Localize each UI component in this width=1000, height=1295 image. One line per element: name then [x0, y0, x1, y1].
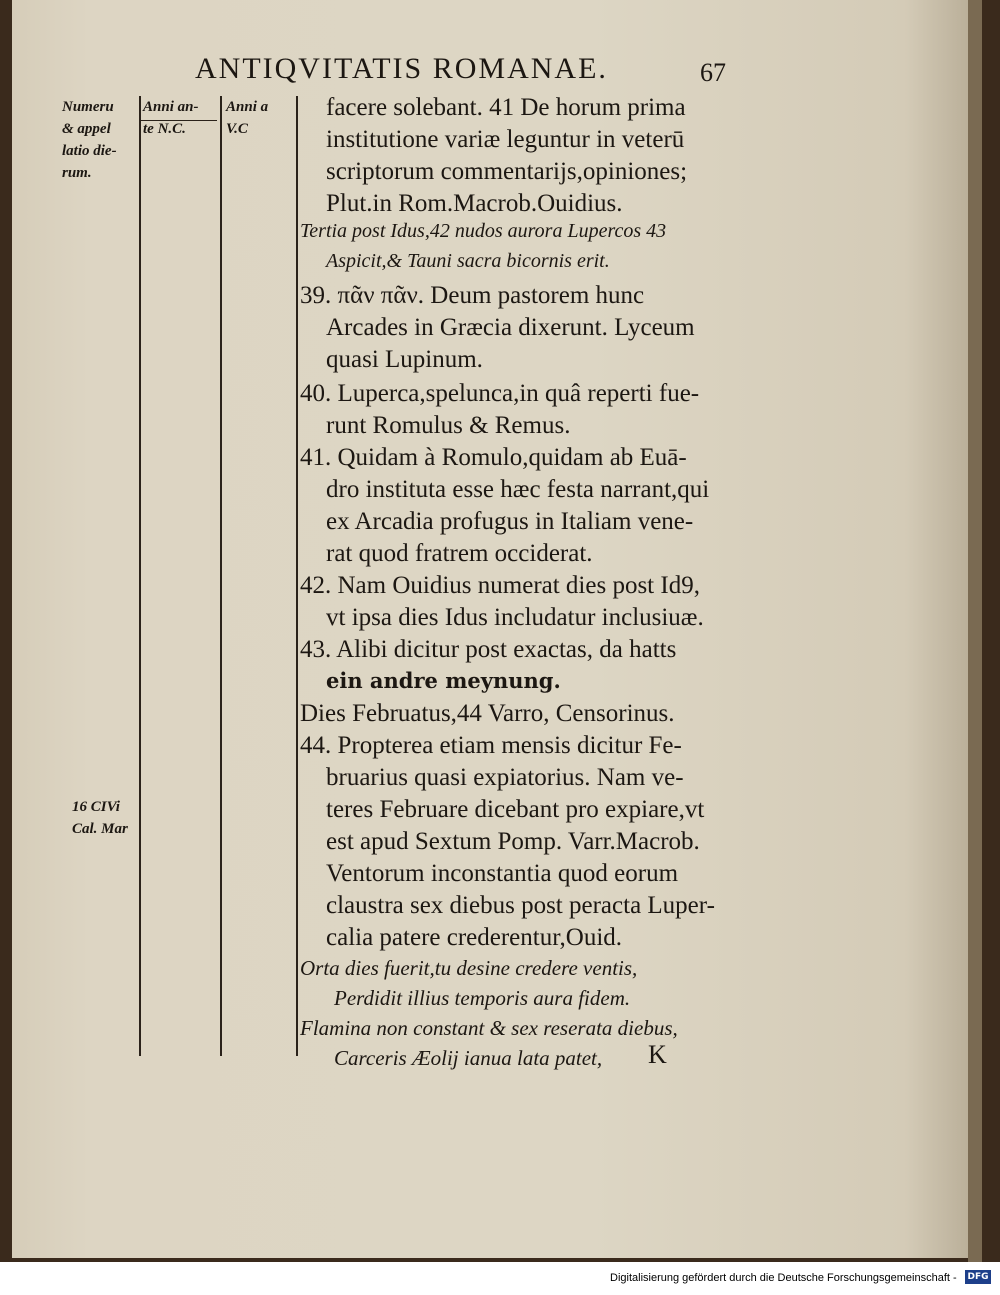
- dfg-logo-icon[interactable]: DFG: [965, 1270, 991, 1284]
- verse-line: Aspicit,& Tauni sacra bicornis erit.: [326, 250, 610, 272]
- text-line: Dies Februatus,44 Varro, Censorinus.: [300, 700, 675, 727]
- margin-text: V.C: [226, 121, 248, 137]
- text-line: claustra sex diebus post peracta Luper-: [326, 892, 715, 919]
- verse-line: Orta dies fuerit,tu desine credere ventis,: [300, 956, 638, 980]
- margin-date: [72, 796, 128, 840]
- margin-text: Numeru: [62, 99, 114, 115]
- text-line: runt Romulus & Remus.: [326, 412, 571, 439]
- page-edge: [968, 0, 982, 1262]
- column-rule: [220, 96, 222, 1056]
- running-title: ANTIQVITATIS ROMANAE.: [195, 52, 608, 85]
- note-41: 41. Quidam à Romulo,quidam ab Euā-: [300, 444, 687, 471]
- margin-text: & appel: [62, 121, 111, 137]
- verse-line: Tertia post Idus,42 nudos aurora Lupercos 43: [300, 220, 667, 242]
- text-line: Plut.in Rom.Macrob.Ouidius.: [326, 190, 623, 217]
- column-rule: [139, 96, 141, 1056]
- text-line: rat quod fratrem occiderat.: [326, 540, 593, 567]
- margin-text: Cal. Mar: [72, 821, 128, 837]
- margin-text: 16 CIVi: [72, 799, 120, 815]
- margin-text: te N.C.: [143, 121, 186, 137]
- text-line: teres Februare dicebant pro expiare,vt: [326, 796, 705, 823]
- margin-text: Anni a: [226, 99, 269, 115]
- verse-line: Carceris Æolij ianua lata patet,: [334, 1046, 603, 1070]
- column-rule: [296, 96, 298, 1056]
- note-43: 43. Alibi dicitur post exactas, da hatts: [300, 636, 677, 663]
- page-number: 67: [700, 58, 726, 87]
- note-42: 42. Nam Ouidius numerat dies post Id9,: [300, 572, 700, 599]
- margin-header-number: [62, 96, 117, 184]
- margin-header-anni-ante: [143, 96, 198, 140]
- verse-line: Perdidit illius temporis aura fidem.: [334, 986, 631, 1010]
- main-text: [300, 94, 740, 1074]
- text-line: facere solebant. 41 De horum prima: [326, 94, 686, 121]
- text-line: ex Arcadia profugus in Italiam vene-: [326, 508, 694, 535]
- text-line: vt ipsa dies Idus includatur inclusiuæ.: [326, 604, 704, 631]
- note-40: 40. Luperca,spelunca,in quâ reperti fue-: [300, 380, 700, 407]
- margin-text: rum.: [62, 165, 92, 181]
- text-line: est apud Sextum Pomp. Varr.Macrob.: [326, 828, 700, 855]
- text-line: scriptorum commentarijs,opiniones;: [326, 158, 688, 185]
- catchword: K: [648, 1040, 667, 1069]
- text-line: dro instituta esse hæc festa narrant,qui: [326, 476, 710, 503]
- text-line: calia patere crederentur,Ouid.: [326, 924, 623, 951]
- text-line: bruarius quasi expiatorius. Nam ve-: [326, 764, 684, 791]
- note-39: 39. πᾶν πᾶν. Deum pastorem hunc: [300, 282, 645, 309]
- margin-text: latio die-: [62, 143, 117, 159]
- text-line: quasi Lupinum.: [326, 346, 483, 373]
- text-line: institutione variæ leguntur in veterū: [326, 126, 685, 153]
- verse-line: Flamina non constant & sex reserata diebus,: [300, 1016, 678, 1040]
- margin-text: Anni an-: [143, 99, 199, 115]
- text-line: Ventorum inconstantia quod eorum: [326, 860, 679, 887]
- header-rule: [139, 120, 217, 121]
- margin-header-anni-vc: [226, 96, 268, 140]
- blackletter-line: ein andre meynung.: [326, 668, 561, 693]
- note-44: 44. Propterea etiam mensis dicitur Fe-: [300, 732, 682, 759]
- text-line: Arcades in Græcia dixerunt. Lyceum: [326, 314, 695, 341]
- footer-credit: Digitalisierung gefördert durch die Deutsche Forschungsgemeinschaft -: [610, 1272, 957, 1284]
